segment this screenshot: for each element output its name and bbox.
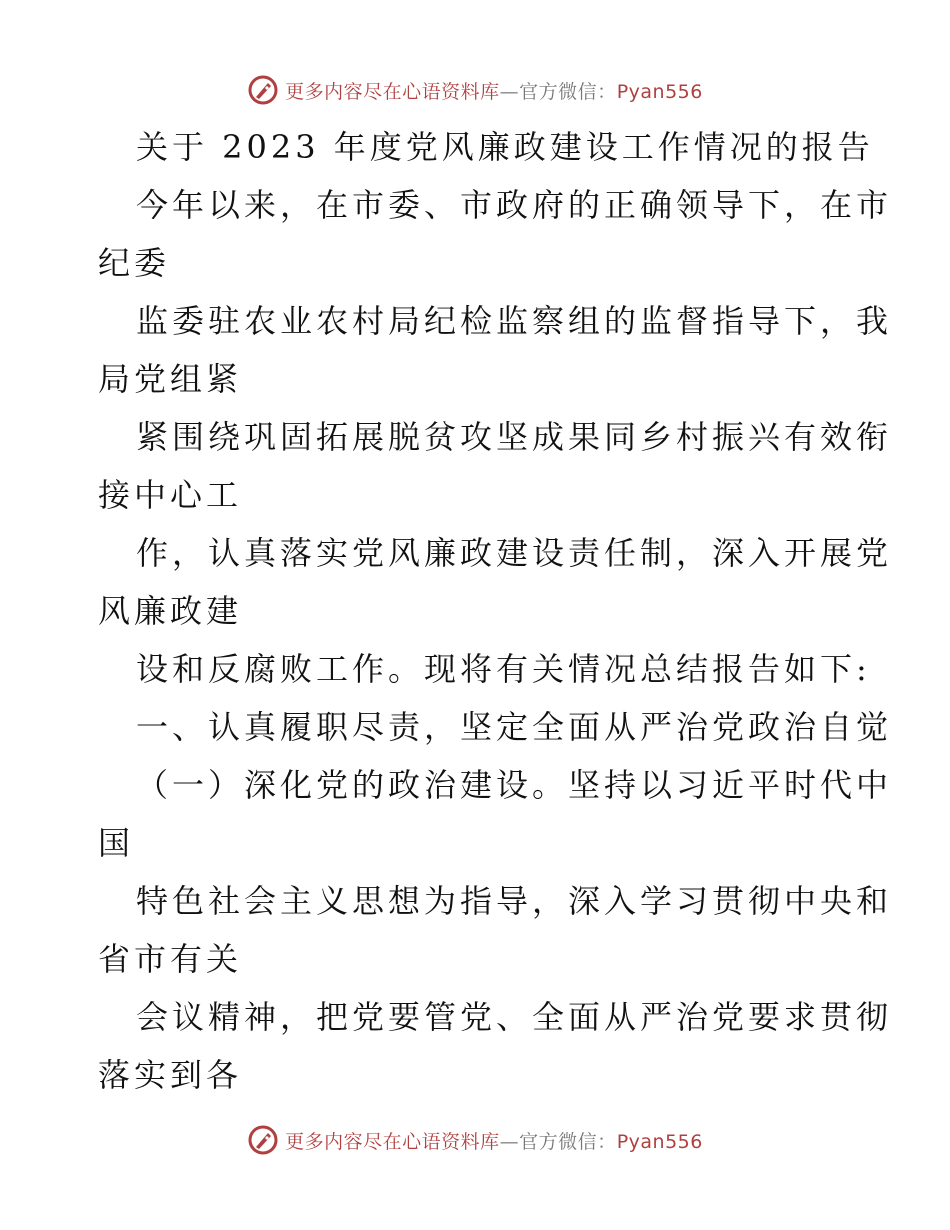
watermark-text bbox=[285, 1127, 703, 1154]
watermark-text bbox=[285, 77, 703, 104]
document-line: 紧围绕巩固拓展脱贫攻坚成果同乡村振兴有效衔 bbox=[136, 418, 893, 456]
document-line: 设和反腐败工作。现将有关情况总结报告如下: bbox=[136, 650, 871, 688]
document-line: 省市有关 bbox=[98, 940, 243, 978]
watermark-banner-top bbox=[0, 70, 950, 110]
document-line: 今年以来，在市委、市政府的正确领导下，在市 bbox=[136, 186, 893, 224]
document-line: 关于 2023 年度党风廉政建设工作情况的报告 bbox=[136, 128, 874, 166]
watermark-site-text: 更多内容尽在心语资料库 bbox=[285, 80, 500, 103]
document-line: 特色社会主义思想为指导，深入学习贯彻中央和 bbox=[136, 882, 893, 920]
document-line: 作，认真落实党风廉政建设责任制，深入开展党 bbox=[136, 534, 893, 572]
document-line: 接中心工 bbox=[98, 476, 243, 514]
watermark-site-text: 更多内容尽在心语资料库 bbox=[285, 1130, 500, 1153]
pen-nib-icon bbox=[247, 1124, 279, 1156]
document-line: 局党组紧 bbox=[98, 360, 243, 398]
watermark-wechat-label: 官方微信： bbox=[519, 1130, 617, 1153]
watermark-wechat-id: Pyan556 bbox=[616, 80, 703, 103]
watermark-dash: — bbox=[499, 80, 520, 103]
watermark-wechat-id: Pyan556 bbox=[616, 1130, 703, 1153]
document-line: 风廉政建 bbox=[98, 592, 243, 630]
document-line: 纪委 bbox=[98, 244, 171, 282]
document-line: 落实到各 bbox=[98, 1056, 243, 1094]
document-line: （一）深化党的政治建设。坚持以习近平时代中 bbox=[136, 766, 893, 804]
document-line: 国 bbox=[98, 824, 135, 862]
document-body bbox=[98, 118, 893, 1104]
document-line: 一、认真履职尽责，坚定全面从严治党政治自觉 bbox=[136, 708, 893, 746]
watermark-wechat-label: 官方微信： bbox=[519, 80, 617, 103]
pen-nib-icon bbox=[247, 74, 279, 106]
document-line: 监委驻农业农村局纪检监察组的监督指导下，我 bbox=[136, 302, 893, 340]
watermark-dash: — bbox=[499, 1130, 520, 1153]
watermark-banner-bottom bbox=[0, 1120, 950, 1160]
document-line: 会议精神，把党要管党、全面从严治党要求贯彻 bbox=[136, 998, 893, 1036]
